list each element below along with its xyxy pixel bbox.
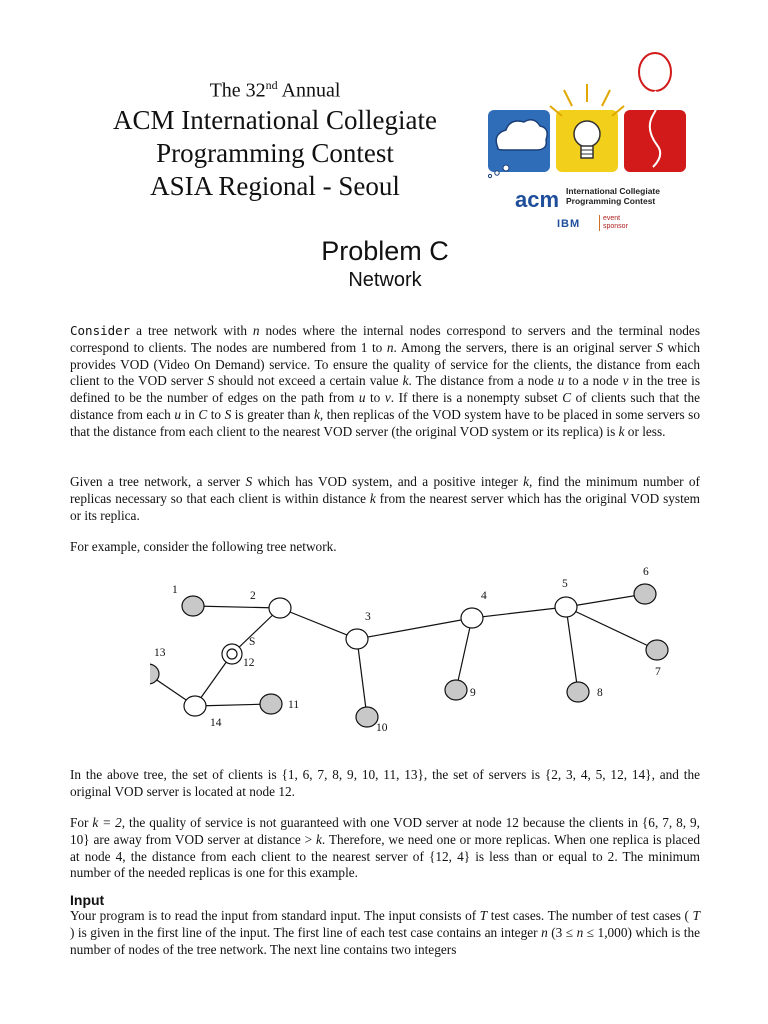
contest-title-line1: ACM International Collegiate	[113, 104, 437, 135]
task-statement: Given a tree network, a server S which has VOD system, and a positive integer k, find the minimum number of replicas necessary so that each client is within distance k from the nearest server which has the original VOD system or its replica.	[70, 474, 701, 523]
tree-svg	[150, 562, 710, 742]
client-node-7	[646, 640, 668, 660]
example-intro: For example, consider the following tree network.	[70, 539, 337, 554]
logo-graphic	[480, 50, 700, 240]
node-label-8: 8	[597, 687, 603, 699]
clients-servers-text: In the above tree, the set of clients is {1, 6, 7, 8, 9, 10, 11, 13}, the set of servers is {2, 3, 4, 5, 12, 14}, and the original VOD server is located at node 12.	[70, 767, 700, 799]
edge-4-9	[456, 618, 472, 690]
server-node-4	[461, 608, 483, 628]
edge-1-2	[193, 606, 280, 608]
thought-dot-icon	[488, 174, 491, 177]
input-description: Your program is to read the input from standard input. The input consists of T test cases. The number of test cases ( T ) is given in the first line of the input. The first line of each test case contains an integer n (3 ≤ n ≤ 1,000) which is the number of nodes of the tree network. The next line contains two integers	[70, 908, 701, 957]
node-label-5: 5	[562, 578, 568, 590]
server-node-3	[346, 629, 368, 649]
node-label-4: 4	[481, 590, 487, 602]
server-node-2	[269, 598, 291, 618]
client-node-9	[445, 680, 467, 700]
edge-2-3	[280, 608, 357, 639]
edge-3-10	[357, 639, 367, 717]
lightbulb-icon	[574, 121, 600, 147]
edge-5-8	[566, 607, 578, 692]
node-label-14: 14	[210, 717, 222, 729]
ibm-logo: IBM	[557, 218, 581, 230]
node-label-6: 6	[643, 566, 649, 578]
thought-dot-icon	[503, 165, 509, 171]
client-node-1	[182, 596, 204, 616]
node-label-3: 3	[365, 611, 371, 623]
client-node-8	[567, 682, 589, 702]
client-node-11	[260, 694, 282, 714]
contest-region: ASIA Regional - Seoul	[150, 170, 400, 201]
node-label-10: 10	[376, 722, 388, 734]
acm-icpc-logo	[480, 50, 700, 240]
problem-description: Consider a tree network with n nodes where the internal nodes correspond to servers and the terminal nodes correspond to clients. The nodes are numbered from 1 to n. Among the servers, there is an original server S which provides VOD (Video On Demand) service. To ensure the quality of service for the clients, the distance from each client to the VOD server S should not exceed a certain value k. The distance from a node u to a node v in the tree is defined to be the number of edges on the path from u to v. If there is a nonempty subset C of clients such that the distance from each u in C to S is greater than k, then replicas of the VOD system have to be placed in some servers so that the distance from each client to the nearest VOD server (the original VOD system or its replica) is k or less.	[70, 323, 701, 439]
acm-wordmark: acm	[515, 187, 560, 212]
node-label-7: 7	[655, 666, 661, 678]
node-label-9: 9	[470, 687, 476, 699]
thought-dot-icon	[495, 171, 499, 175]
problem-subtitle: Network	[348, 269, 422, 291]
example-explanation: For k = 2, the quality of service is not guaranteed with one VOD server at node 12 because the clients in {6, 7, 8, 9, 10} are away from VOD server at distance > k. Therefore, we need one or more replicas. When one replica is placed at node 4, the distance from each client to the nearest server of {12, 4} is less than or equal to 2. The minimum number of the needed replicas is one for this example.	[70, 815, 700, 881]
balloon-icon	[639, 53, 671, 91]
input-heading: Input	[70, 892, 105, 908]
node-label-13: 13	[154, 647, 166, 659]
client-node-10	[356, 707, 378, 727]
contest-edition: The 32nd Annual	[209, 78, 341, 102]
tree-network-diagram	[150, 562, 710, 742]
edge-5-6	[566, 594, 645, 607]
node-label-12: 12	[243, 657, 255, 669]
server-node-5	[555, 597, 577, 617]
node-label-11: 11	[288, 699, 300, 711]
node-label-2: 2	[250, 590, 256, 602]
original-vod-server-marker	[227, 649, 237, 659]
client-node-6	[634, 584, 656, 604]
acm-subtitle: International Collegiate Programming Contest	[566, 186, 660, 206]
node-label-1: 1	[172, 584, 178, 596]
edge-5-7	[566, 607, 657, 650]
edge-4-5	[472, 607, 566, 618]
server-s-label: S	[249, 636, 256, 648]
contest-header	[70, 72, 480, 203]
event-sponsor-label: event sponsor	[599, 215, 628, 231]
problem-heading	[270, 234, 500, 292]
edge-3-4	[357, 618, 472, 639]
server-node-14	[184, 696, 206, 716]
problem-title: Problem C	[321, 236, 449, 266]
contest-title-line2: Programming Contest	[156, 137, 394, 168]
